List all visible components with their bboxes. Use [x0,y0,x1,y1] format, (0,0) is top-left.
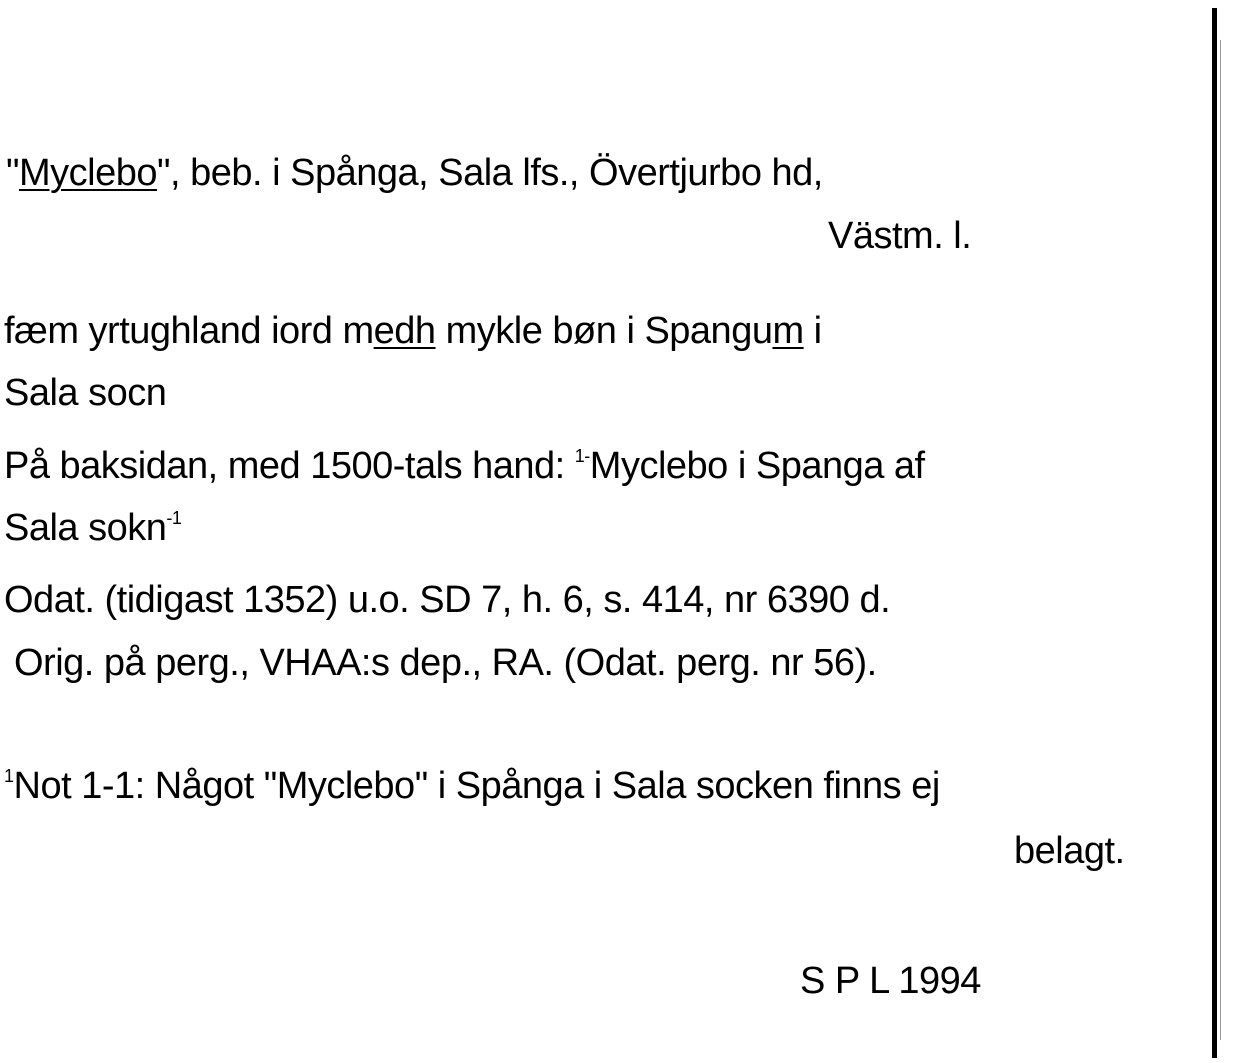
source-line-2: Orig. på perg., VHAA:s dep., RA. (Odat. perg. nr 56). [14,642,877,684]
quote-mark-close: " [157,152,170,194]
note-marker: 1- [574,446,590,466]
reverse-line-2 [4,505,181,551]
quote-line-2: Sala socn [4,372,167,414]
reverse-text-part: Sala sokn [4,507,167,549]
quote-text-part: i [803,310,822,352]
footnote-text: Not 1-1: Något "Myclebo" i Spånga i Sala socken finns ej [13,765,940,807]
reverse-line-1 [4,443,925,489]
card-edge-line [1212,8,1217,1058]
footnote-line-2: belagt. [1014,830,1125,872]
reverse-text-part: På baksidan, med 1500-tals hand: [4,445,575,487]
footnote-line-1 [4,763,940,809]
source-line-1: Odat. (tidigast 1352) u.o. SD 7, h. 6, s. 414, nr 6390 d. [4,579,891,621]
quote-line-1 [4,308,822,354]
footnote-marker: 1 [4,766,14,786]
note-marker: -1 [166,508,182,528]
card-edge-shadow [1220,40,1221,1040]
place-name: Myclebo [19,152,157,194]
reverse-text-part: Myclebo i Spanga af [589,445,925,487]
entry-heading [6,150,823,196]
quote-mark-open: " [6,152,19,194]
quote-text-part: fæm yrtughland iord m [4,310,374,352]
county-line: Västm. l. [828,215,972,257]
signature: S P L 1994 [800,960,981,1002]
place-location: , beb. i Spånga, Sala lfs., Övertjurbo hd, [170,152,823,194]
quote-text-part: mykle bøn i Spangu [435,310,773,352]
quote-underlined-part: m [772,310,804,352]
quote-underlined-part: edh [373,310,436,352]
